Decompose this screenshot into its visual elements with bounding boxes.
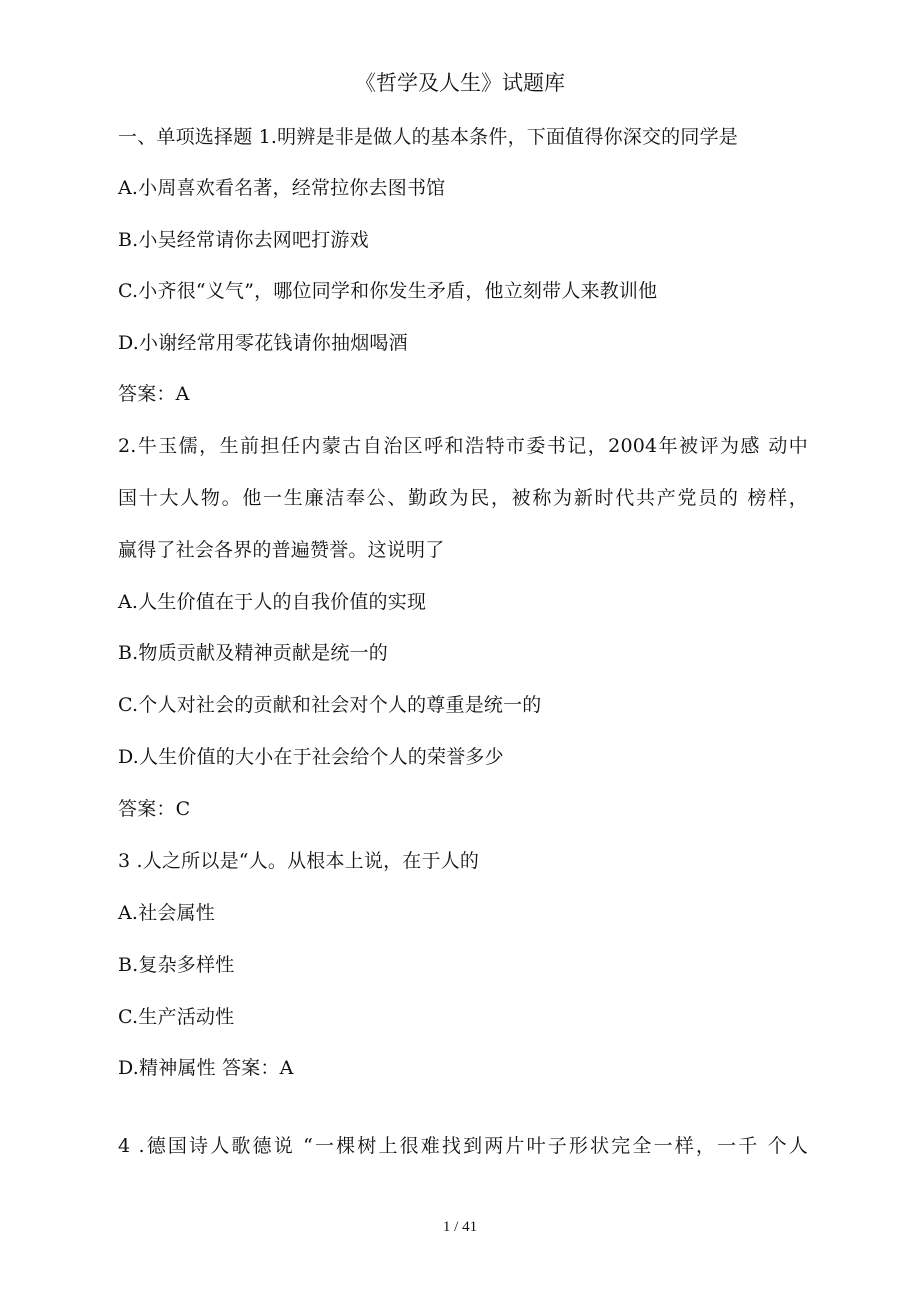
text-line: 赢得了社会各界的普遍赞誉。这说明了 [118,539,445,561]
text-line: B.物质贡献及精神贡献是统一的 [118,642,389,664]
answer-line: 答案：C [118,798,191,820]
text-line: A.人生价值在于人的自我价值的实现 [118,591,427,613]
text-line: D.精神属性 答案：A [118,1057,294,1079]
text-line: C.生产活动性 [118,1006,235,1028]
text-line: 一、单项选择题 1.明辨是非是做人的基本条件，下面值得你深交的同学是 [118,126,738,148]
text-line: A.社会属性 [118,902,215,924]
document-title: 《哲学及人生》试题库 [355,71,565,95]
text-line: 4 .德国诗人歌德说 “一棵树上很难找到两片叶子形状完全一样，一千 个人 [118,1135,808,1157]
page-number: 1 / 41 [442,1219,478,1235]
text-line: D.人生价值的大小在于社会给个人的荣誉多少 [118,746,504,768]
text-line: C.个人对社会的贡献和社会对个人的尊重是统一的 [118,694,542,716]
answer-line: 答案：A [118,383,190,405]
text-line: B.小吴经常请你去网吧打游戏 [118,229,369,251]
text-line: 2.牛玉儒，生前担任内蒙古自治区呼和浩特市委书记，2004年被评为感 动中 [118,435,808,457]
text-line: C.小齐很“义气”，哪位同学和你发生矛盾，他立刻带人来教训他 [118,280,658,302]
text-line: B.复杂多样性 [118,954,235,976]
text-line: 3 .人之所以是“人。从根本上说，在于人的 [118,850,480,872]
text-line: D.小谢经常用零花钱请你抽烟喝酒 [118,332,408,354]
text-line: 国十大人物。他一生廉洁奉公、勤政为民，被称为新时代共产党员的 榜样， [118,487,808,509]
text-line: A.小周喜欢看名著，经常拉你去图书馆 [118,177,446,199]
